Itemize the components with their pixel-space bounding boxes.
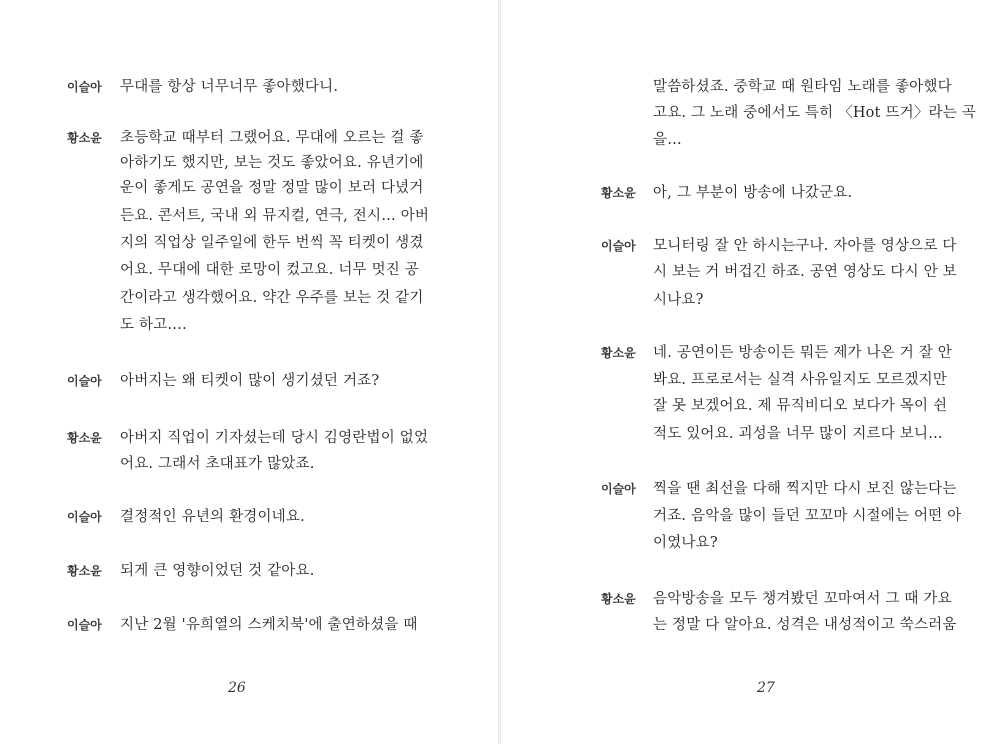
speaker-name: 이슬아 xyxy=(67,618,102,632)
speaker-name: 황소윤 xyxy=(601,592,636,606)
dialogue-line: 잘 못 보겠어요. 제 뮤직비디오 보다가 목이 쉰 xyxy=(653,398,948,414)
speaker-name: 황소윤 xyxy=(67,431,102,445)
dialogue-line: 되게 큰 영향이었던 것 같아요. xyxy=(120,563,315,579)
dialogue-line: 거죠. 음악을 많이 들던 꼬꼬마 시절에는 어떤 아 xyxy=(653,508,962,524)
page-right xyxy=(501,0,1000,744)
dialogue-line: 이였나요? xyxy=(653,535,718,551)
dialogue-line: 네. 공연이든 방송이든 뭐든 제가 나온 거 잘 안 xyxy=(653,345,953,361)
dialogue-line: 어요. 무대에 대한 로망이 컸고요. 너무 멋진 공 xyxy=(120,262,420,278)
dialogue-line: 결정적인 유년의 환경이네요. xyxy=(120,509,305,525)
dialogue-line: 시나요? xyxy=(653,292,704,308)
speaker-name: 이슬아 xyxy=(67,80,102,94)
speaker-name: 이슬아 xyxy=(67,510,102,524)
dialogue-line: 무대를 항상 너무너무 좋아했다니. xyxy=(120,79,339,95)
dialogue-line: 아버지 직업이 기자셨는데 당시 김영란법이 없었 xyxy=(120,430,429,446)
dialogue-line: 지난 2월 '유희열의 스케치북'에 출연하셨을 때 xyxy=(120,617,418,633)
speaker-name: 황소윤 xyxy=(67,564,102,578)
dialogue-line: 어요. 그래서 초대표가 많았죠. xyxy=(120,456,315,472)
dialogue-line: 모니터링 잘 안 하시는구나. 자아를 영상으로 다 xyxy=(653,238,957,254)
dialogue-line: 아, 그 부분이 방송에 나갔군요. xyxy=(653,185,853,201)
dialogue-line: 고요. 그 노래 중에서도 특히 〈Hot 뜨거〉라는 곡 xyxy=(653,105,976,121)
dialogue-line: 을… xyxy=(653,132,682,148)
dialogue-line: 도 하고…. xyxy=(120,317,187,333)
dialogue-line: 말씀하셨죠. 중학교 때 원타임 노래를 좋아했다 xyxy=(653,79,952,95)
speaker-name: 황소윤 xyxy=(601,346,636,360)
speaker-name: 황소윤 xyxy=(601,186,636,200)
dialogue-line: 적도 있어요. 괴성을 너무 많이 지르다 보니… xyxy=(653,426,943,442)
dialogue-line: 시 보는 거 버겁긴 하죠. 공연 영상도 다시 안 보 xyxy=(653,264,957,280)
dialogue-line: 간이라고 생각했어요. 약간 우주를 보는 것 같기 xyxy=(120,290,424,306)
page-number: 27 xyxy=(757,680,775,696)
page-left xyxy=(0,0,498,744)
dialogue-line: 든요. 콘서트, 국내 외 뮤지컬, 연극, 전시… 아버 xyxy=(120,208,430,224)
speaker-name: 이슬아 xyxy=(67,374,102,388)
dialogue-line: 운이 좋게도 공연을 정말 정말 많이 보러 다녔거 xyxy=(120,180,424,196)
speaker-name: 이슬아 xyxy=(601,482,636,496)
speaker-name: 황소윤 xyxy=(67,131,102,145)
dialogue-line: 아버지는 왜 티켓이 많이 생기셨던 거죠? xyxy=(120,373,380,389)
dialogue-line: 는 정말 다 알아요. 성격은 내성적이고 쑥스러움 xyxy=(653,617,957,633)
dialogue-line: 지의 직업상 일주일에 한두 번씩 꼭 티켓이 생겼 xyxy=(120,235,424,251)
dialogue-line: 아하기도 했지만, 보는 것도 좋았어요. 유년기에 xyxy=(120,155,424,171)
page-number: 26 xyxy=(228,680,246,696)
dialogue-line: 초등학교 때부터 그랬어요. 무대에 오르는 걸 좋 xyxy=(120,130,424,146)
dialogue-line: 봐요. 프로로서는 실격 사유일지도 모르겠지만 xyxy=(653,372,947,388)
speaker-name: 이슬아 xyxy=(601,239,636,253)
dialogue-line: 음악방송을 모두 챙겨봤던 꼬마여서 그 때 가요 xyxy=(653,591,952,607)
dialogue-line: 찍을 땐 최선을 다해 찍지만 다시 보진 않는다는 xyxy=(653,481,957,497)
